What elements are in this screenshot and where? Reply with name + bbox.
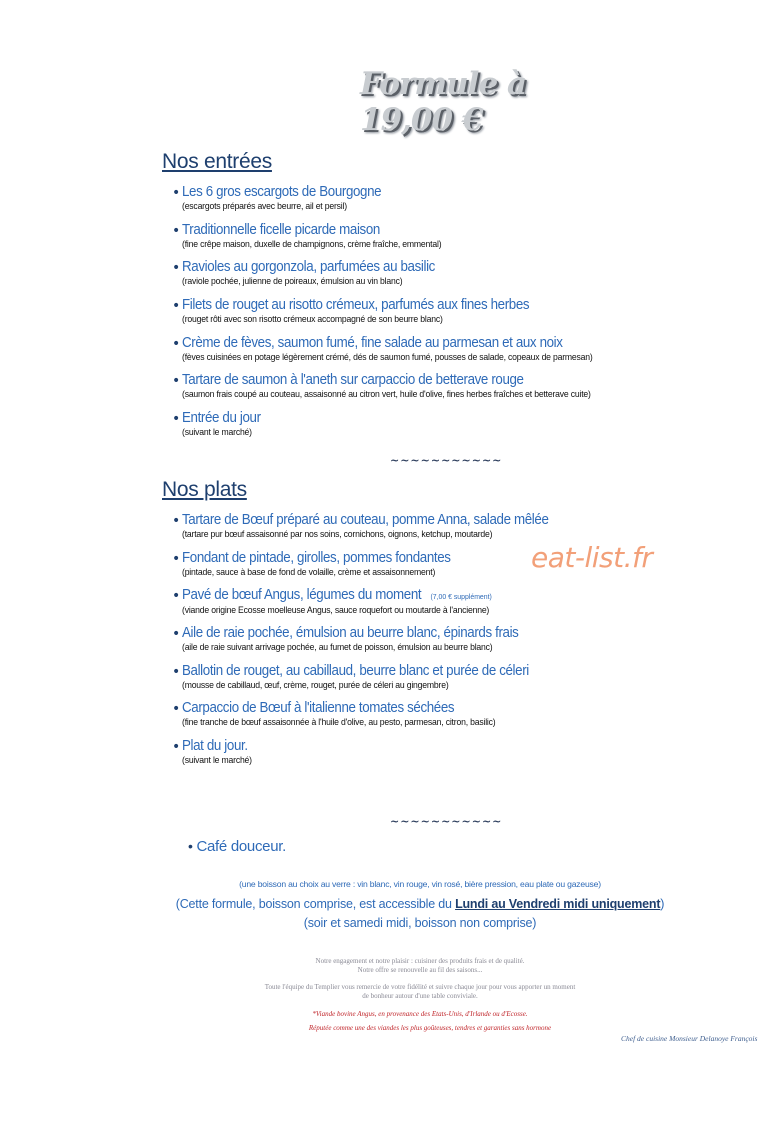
bullet-icon: • <box>172 739 181 756</box>
dish-name <box>182 738 725 755</box>
menu-item <box>172 410 772 438</box>
plats-list <box>172 512 772 766</box>
boisson-note: (une boisson au choix au verre : vin blanc, vin rouge, vin rosé, bière pression, eau plate ou gazeuse) <box>239 879 601 889</box>
engagement-note <box>0 957 780 975</box>
chef-signature: Chef de cuisine Monsieur Delanoye François <box>621 1034 758 1043</box>
formule-note-line2: (soir et samedi midi, boisson non comprise) <box>303 916 537 930</box>
dish-description: (tartare pur bœuf assaisonné par nos soins, cornichons, oignons, ketchup, moutarde) <box>182 529 493 539</box>
bullet-icon: • <box>172 701 181 718</box>
thanks-line: Toute l'équipe du Templier vous remercie de votre fidélité et suivre chaque jour pour vous apporter un moment <box>264 983 576 991</box>
entrees-list <box>172 184 772 438</box>
dish-name-text: Tartare de Bœuf préparé au couteau, pomme Anna, salade mêlée <box>182 512 549 528</box>
menu-item <box>172 184 772 222</box>
bullet-icon: • <box>172 626 181 643</box>
dish-description: (escargots préparés avec beurre, ail et persil) <box>182 201 347 211</box>
menu-item <box>172 222 772 260</box>
section-heading-plats: Nos plats <box>162 478 247 501</box>
dish-name <box>182 410 725 427</box>
menu-item <box>172 512 772 550</box>
bullet-icon: • <box>172 373 181 390</box>
engagement-line: Notre engagement et notre plaisir : cuisiner des produits frais et de qualité. <box>315 957 525 965</box>
formule-note-before: (Cette formule, boisson comprise, est accessible du <box>175 897 456 911</box>
menu-item <box>172 738 772 766</box>
cafe-item <box>188 838 286 855</box>
supplement-price: (7,00 € supplément) <box>430 592 492 602</box>
dish-description: (fèves cuisinées en potage légèrement crémé, dés de saumon fumé, pousses de salade, copeaux de parmesan) <box>182 351 593 362</box>
menu-item <box>172 550 772 588</box>
dish-name <box>182 372 725 389</box>
dish-name-text: Crème de fèves, saumon fumé, fine salade au parmesan et aux noix <box>182 334 563 351</box>
dish-name <box>182 625 725 642</box>
dish-description: (aile de raie suivant arrivage pochée, au fumet de poisson, émulsion au beurre blanc) <box>182 642 493 653</box>
dish-name <box>182 184 725 201</box>
formule-note-days: Lundi au Vendredi midi uniquement <box>455 897 661 911</box>
angus-quality-note: Réputée comme une des viandes les plus goûteuses, tendres et garanties sans hormone <box>308 1024 552 1032</box>
dish-description: (mousse de cabillaud, œuf, crème, rouget, purée de céleri au gingembre) <box>182 679 449 690</box>
menu-item <box>172 372 772 410</box>
dish-description: (suivant le marché) <box>182 755 252 766</box>
bullet-icon: • <box>172 588 181 605</box>
dish-name <box>182 587 725 605</box>
dish-name <box>182 335 725 352</box>
dish-name-text: Entrée du jour <box>182 410 261 427</box>
dish-description: (fine tranche de bœuf assaisonnée à l'huile d'olive, au pesto, parmesan, citron, basilic) <box>182 717 496 728</box>
angus-note: *Viande bovine Angus, en provenance des Etats-Unis, d'Irlande ou d'Ecosse. <box>312 1010 528 1018</box>
bullet-icon: • <box>172 222 181 239</box>
section-heading-entrees: Nos entrées <box>162 150 272 173</box>
formule-note <box>0 897 780 911</box>
dish-description: (saumon frais coupé au couteau, assaisonné au citron vert, huile d'olive, fines herbes fraîches et betterave cuite) <box>182 389 591 400</box>
bullet-icon: • <box>172 550 181 567</box>
bullet-icon: • <box>172 513 181 529</box>
dish-name <box>182 222 725 239</box>
dish-name-text: Plat du jour. <box>182 738 248 755</box>
dish-name-text: Tartare de saumon à l'aneth sur carpaccio de betterave rouge <box>182 372 524 389</box>
menu-title: Formule à 19,00 € <box>360 66 527 138</box>
bullet-icon: • <box>172 260 181 277</box>
dish-description: (raviole pochée, julienne de poireaux, émulsion au vin blanc) <box>182 276 403 287</box>
dish-name <box>182 700 725 717</box>
bullet-icon: • <box>188 838 193 854</box>
dish-name <box>182 512 725 529</box>
bullet-icon: • <box>172 185 181 201</box>
menu-item <box>172 587 772 625</box>
menu-item <box>172 259 772 297</box>
bullet-icon: • <box>172 663 181 680</box>
dish-name-text: Fondant de pintade, girolles, pommes fondantes <box>182 549 451 566</box>
engagement-line: Notre offre se renouvelle au fil des saisons... <box>357 966 483 974</box>
menu-item <box>172 335 772 373</box>
cafe-label: Café douceur. <box>196 838 286 855</box>
dish-name <box>182 663 725 680</box>
dish-description: (viande origine Ecosse moelleuse Angus, sauce roquefort ou moutarde à l'ancienne) <box>182 605 490 616</box>
bullet-icon: • <box>172 411 181 428</box>
thanks-note <box>0 983 780 1001</box>
menu-item <box>172 663 772 701</box>
menu-item <box>172 297 772 335</box>
dish-name <box>182 259 725 276</box>
dish-description: (fine crêpe maison, duxelle de champignons, crème fraîche, emmental) <box>182 238 442 249</box>
dish-name-text: Les 6 gros escargots de Bourgogne <box>182 184 382 200</box>
watermark: eat-list.fr <box>531 541 653 574</box>
dish-name <box>182 297 725 314</box>
dish-description: (rouget rôti avec son risotto crémeux accompagné de son beurre blanc) <box>182 314 443 325</box>
dish-name-text: Filets de rouget au risotto crémeux, parfumés aux fines herbes <box>182 297 530 314</box>
dish-name-text: Aile de raie pochée, émulsion au beurre blanc, épinards frais <box>182 625 519 642</box>
separator: ~~~~~~~~~~~ <box>390 815 503 828</box>
thanks-line: de bonheur autour d'une table conviviale. <box>362 992 478 1000</box>
dish-name-text: Ravioles au gorgonzola, parfumées au basilic <box>182 259 435 276</box>
dish-name-text: Carpaccio de Bœuf à l'italienne tomates séchées <box>182 700 455 717</box>
dish-description: (suivant le marché) <box>182 427 252 438</box>
bullet-icon: • <box>172 298 181 315</box>
bullet-icon: • <box>172 335 181 352</box>
menu-item <box>172 625 772 663</box>
dish-name-text: Pavé de bœuf Angus, légumes du moment <box>182 587 422 604</box>
dish-name-text: Traditionnelle ficelle picarde maison <box>182 221 380 238</box>
formule-note-after: ) <box>660 897 665 911</box>
dish-description: (pintade, sauce à base de fond de volaille, crème et assaisonnement) <box>182 566 436 577</box>
dish-name-text: Ballotin de rouget, au cabillaud, beurre blanc et purée de céleri <box>182 662 529 679</box>
separator: ~~~~~~~~~~~ <box>390 454 503 467</box>
menu-item <box>172 700 772 738</box>
